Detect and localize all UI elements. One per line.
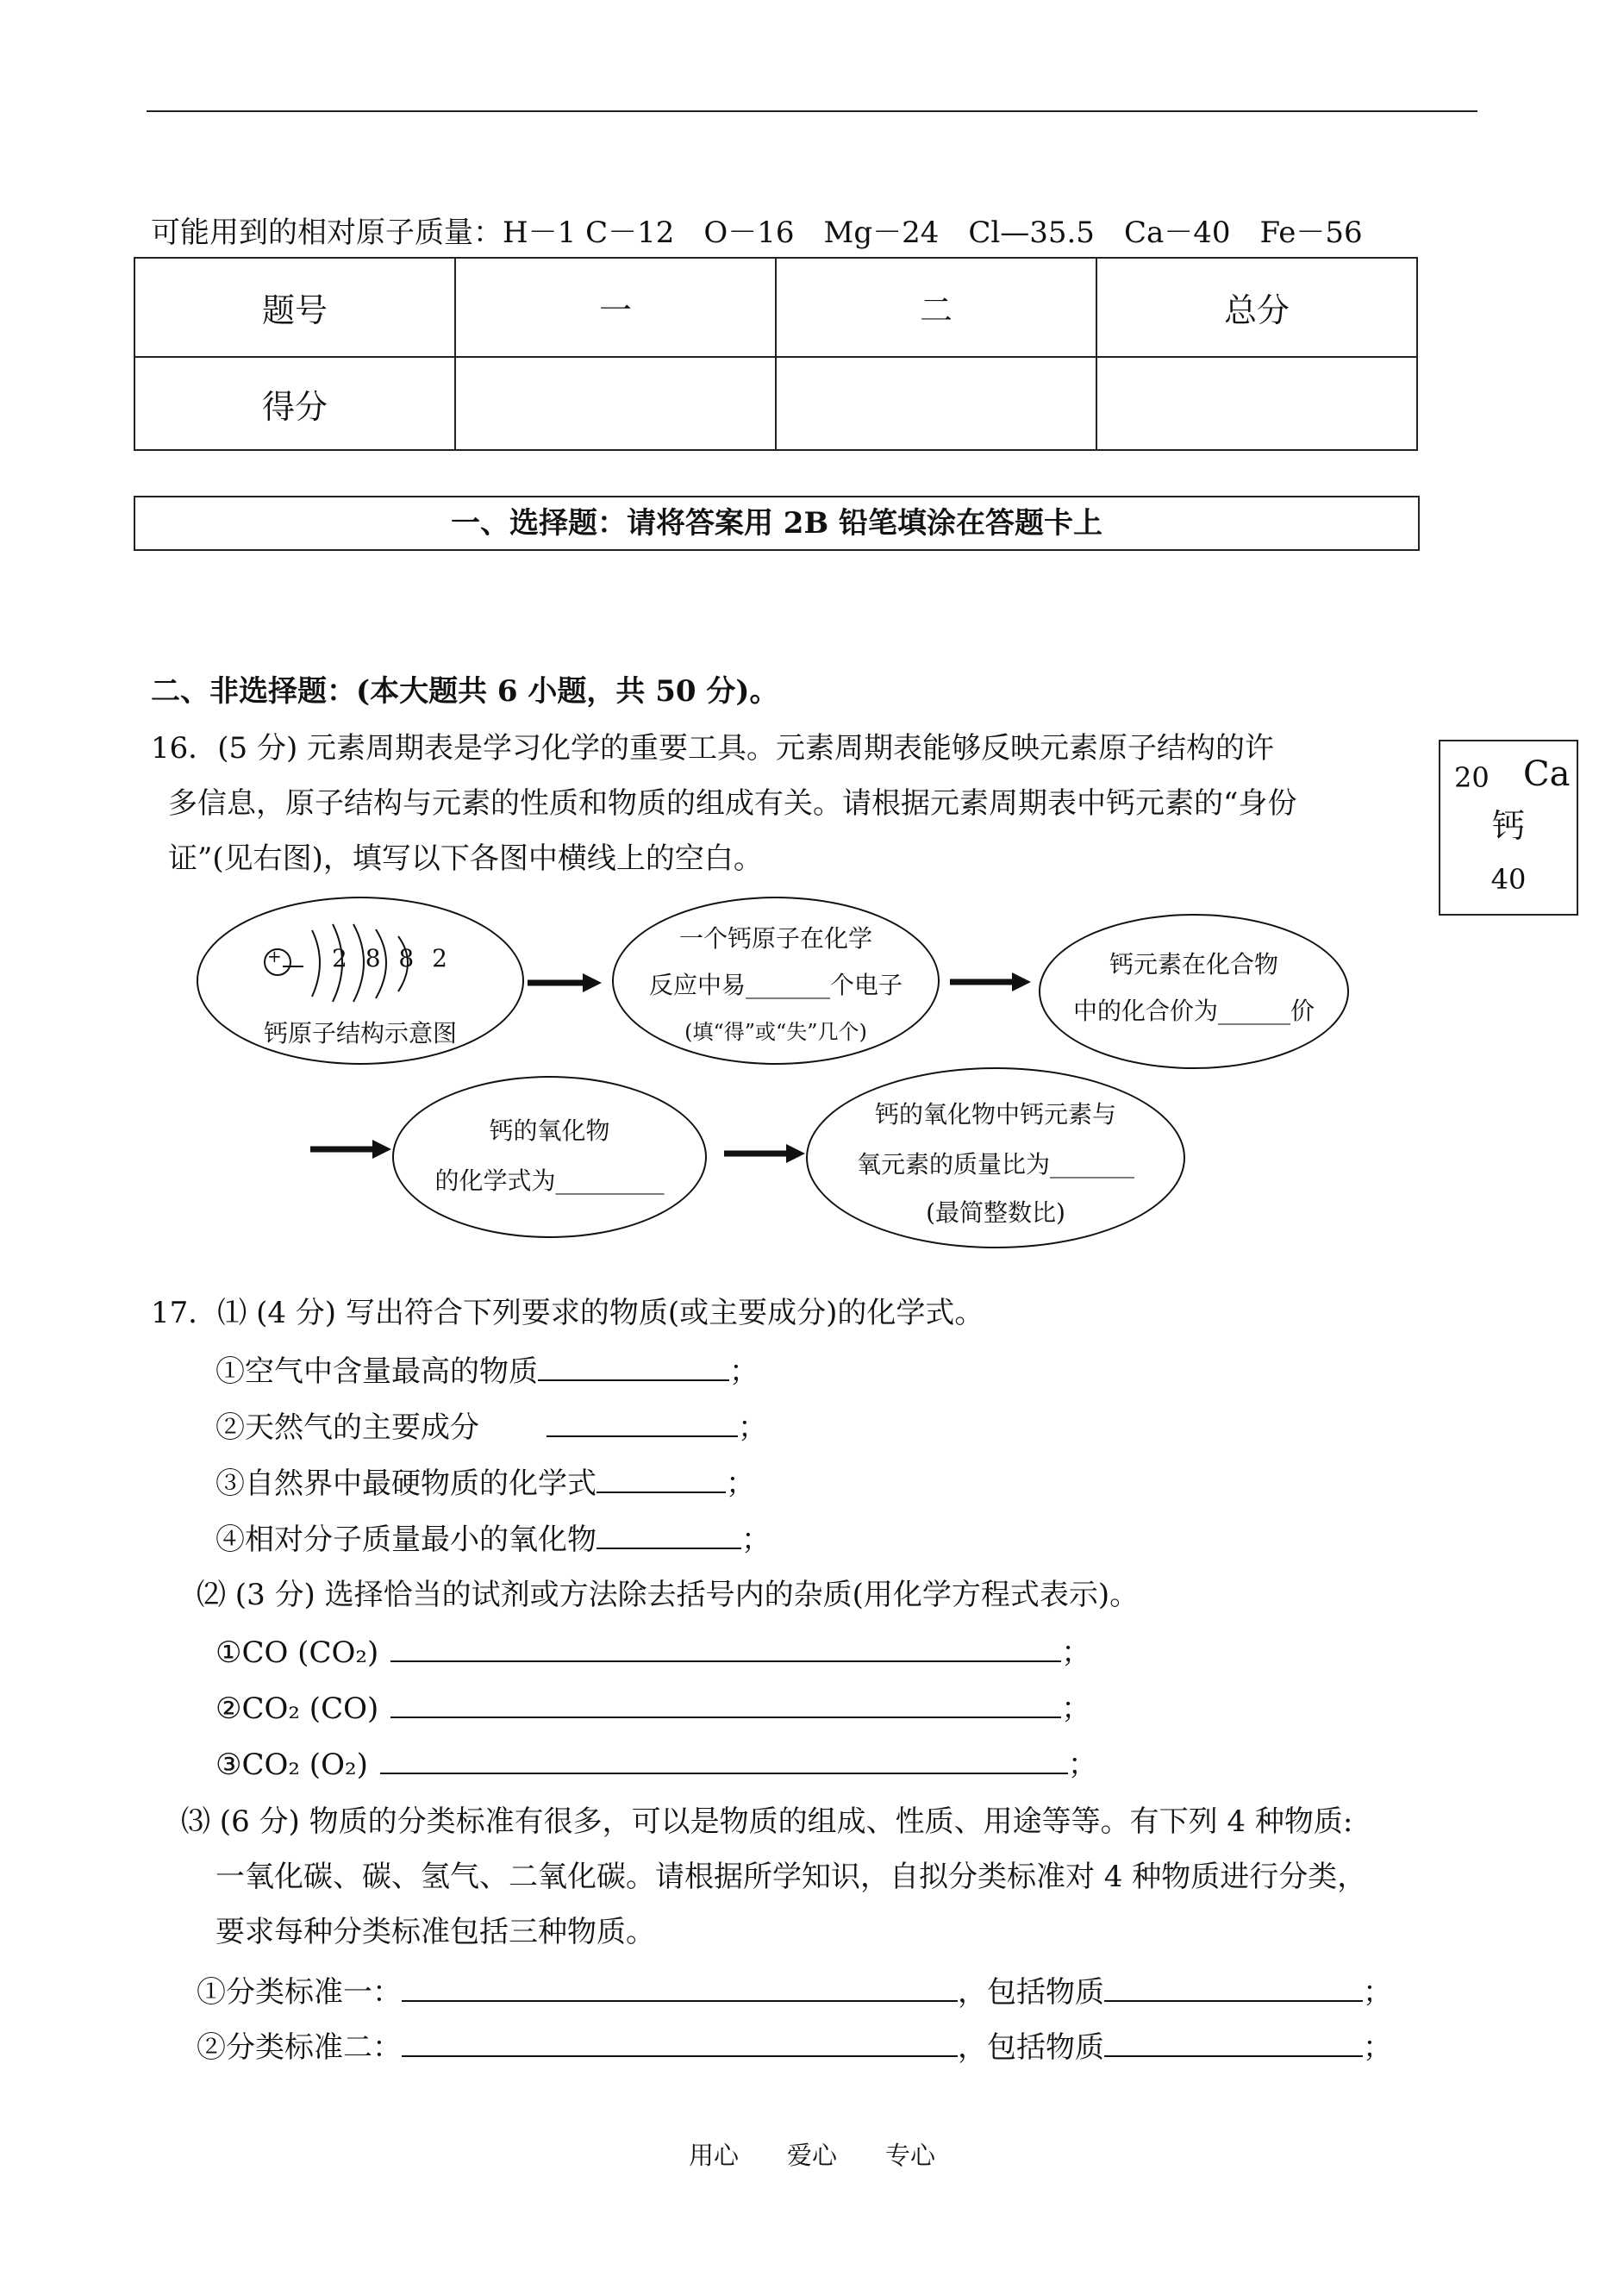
table-cell: 一 (455, 258, 776, 357)
q17-p1-item (215, 1466, 755, 1501)
page-footer (0, 2136, 1624, 2172)
semicolon: ； (1363, 2030, 1392, 2065)
atomic-number: 20 (1454, 761, 1490, 794)
arrow-right-icon (526, 970, 603, 996)
arrow-right-icon (722, 1141, 809, 1166)
ellipse-text: 钙的氧化物中钙元素与 (874, 1100, 1116, 1129)
q17-part1-title: 17．⑴ (4 分) 写出符合下列要求的物质(或主要成分)的化学式。 (151, 1296, 984, 1330)
q16-line2: 多信息，原子结构与元素的性质和物质的组成有关。请根据元素周期表中钙元素的“身份 (168, 786, 1297, 821)
electron-shells: 2 8 8 2 (332, 944, 453, 972)
semicolon: ； (741, 1523, 771, 1557)
item-label: ③CO₂ (O₂) (215, 1748, 368, 1782)
q17-p3-item (197, 2029, 1392, 2065)
section2-title: 二、非选择题：(本大题共 6 小题，共 50 分)。 (151, 674, 779, 709)
score-field[interactable] (1096, 357, 1417, 450)
mass-ratio-blank[interactable]: 氧元素的质量比为_______ (856, 1150, 1134, 1179)
item-label: ④相对分子质量最小的氧化物 (215, 1523, 597, 1557)
q17-part3-line2: 一氧化碳、碳、氢气、二氧化碳。请根据所学知识，自拟分类标准对 4 种物质进行分类， (215, 1860, 1367, 1894)
answer-blank[interactable] (597, 1466, 726, 1493)
q17-p1-item (215, 1410, 767, 1445)
item-label: ①空气中含量最高的物质 (215, 1354, 538, 1389)
q17-p2-item (215, 1747, 1097, 1782)
table-cell: 题号 (134, 258, 455, 357)
section1-box (134, 496, 1420, 551)
q17-p2-item (215, 1691, 1090, 1726)
semicolon: ； (1067, 1748, 1097, 1782)
score-field[interactable] (455, 357, 776, 450)
includes-label: ，包括物质 (958, 2030, 1104, 2065)
atom-diagram-caption: 钙原子结构示意图 (263, 1019, 457, 1047)
item-label: ①分类标准一： (197, 1975, 402, 2010)
section1-title: 一、选择题：请将答案用 2B 铅笔填涂在答题卡上 (450, 506, 1103, 541)
answer-blank[interactable] (402, 1974, 958, 2002)
oxide-formula-ellipse (392, 1076, 707, 1238)
answer-blank[interactable] (597, 1522, 741, 1549)
answer-blank[interactable] (402, 2029, 958, 2057)
semicolon: ； (1363, 1975, 1392, 2010)
semicolon: ； (729, 1354, 759, 1389)
q17-p1-item (215, 1354, 759, 1389)
semicolon: ； (738, 1410, 767, 1445)
atomic-masses-line: 可能用到的相对原子质量：H－1 C－12 O－16 Mg－24 Cl—35.5 Ca－40 Fe－56 (151, 216, 1363, 250)
footer-item: 专心 (885, 2141, 936, 2170)
answer-blank[interactable] (380, 1747, 1068, 1774)
electron-blank[interactable]: 反应中易_______个电子 (648, 971, 903, 999)
electron-gain-loss-ellipse (612, 897, 940, 1065)
arrow-right-icon (948, 969, 1034, 995)
ellipse-text: 钙元素在化合物 (1109, 950, 1278, 979)
valence-blank[interactable]: 中的化合价为______价 (1072, 997, 1315, 1025)
q17-part3-line1: ⑶ (6 分) 物质的分类标准有很多，可以是物质的组成、性质、用途等等。有下列 4 种物质: (181, 1804, 1353, 1839)
ellipse-text: 一个钙原子在化学 (678, 924, 872, 953)
oxide-formula-blank[interactable]: 的化学式为_________ (434, 1166, 665, 1195)
answer-blank[interactable] (390, 1691, 1061, 1718)
element-symbol: Ca (1523, 754, 1571, 794)
table-cell: 二 (776, 258, 1096, 357)
footer-item: 用心 (688, 2141, 739, 2170)
answer-blank[interactable] (1104, 1974, 1363, 2002)
q17-p2-item (215, 1635, 1090, 1670)
semicolon: ； (1061, 1635, 1091, 1670)
q17-p3-item (197, 1974, 1392, 2010)
answer-blank[interactable] (538, 1354, 729, 1381)
includes-label: ，包括物质 (958, 1975, 1104, 2010)
q16-line1: 16．(5 分) 元素周期表是学习化学的重要工具。元素周期表能够反映元素原子结构的许 (151, 731, 1275, 766)
score-table (134, 257, 1418, 451)
atomic-mass: 40 (1490, 863, 1527, 896)
score-field[interactable] (776, 357, 1096, 450)
nucleus-charge: + (267, 946, 282, 966)
table-cell: 得分 (134, 357, 455, 450)
semicolon: ； (1061, 1692, 1091, 1726)
valence-ellipse (1039, 914, 1349, 1069)
answer-blank[interactable] (390, 1635, 1061, 1662)
answer-blank[interactable] (1104, 2029, 1363, 2057)
item-label: ②CO₂ (CO) (215, 1692, 379, 1726)
table-cell: 总分 (1096, 258, 1417, 357)
atom-structure-ellipse (197, 897, 524, 1065)
element-name: 钙 (1491, 807, 1525, 845)
arrow-right-icon (309, 1136, 395, 1162)
q16-line3: 证”(见右图)，填写以下各图中横线上的空白。 (168, 841, 763, 876)
ellipse-text: 钙的氧化物 (489, 1116, 610, 1145)
q17-part3-line3: 要求每种分类标准包括三种物质。 (215, 1915, 655, 1949)
q17-p1-item (215, 1522, 771, 1557)
item-label: ②分类标准二： (197, 2030, 402, 2065)
item-label: ①CO (CO₂) (215, 1635, 379, 1670)
element-card (1439, 740, 1578, 916)
item-label: ③自然界中最硬物质的化学式 (215, 1466, 597, 1501)
footer-item: 爱心 (786, 2141, 837, 2170)
ellipse-hint: (最简整数比) (926, 1198, 1065, 1227)
semicolon: ； (726, 1466, 755, 1501)
q17-part2-title: ⑵ (3 分) 选择恰当的试剂或方法除去括号内的杂质(用化学方程式表示)。 (197, 1578, 1140, 1612)
answer-blank[interactable] (547, 1410, 738, 1437)
mass-ratio-ellipse (806, 1067, 1185, 1248)
ellipse-hint: (填“得”或“失”几个) (684, 1020, 867, 1044)
header-rule (147, 110, 1477, 112)
item-label: ②天然气的主要成分 (215, 1410, 479, 1445)
